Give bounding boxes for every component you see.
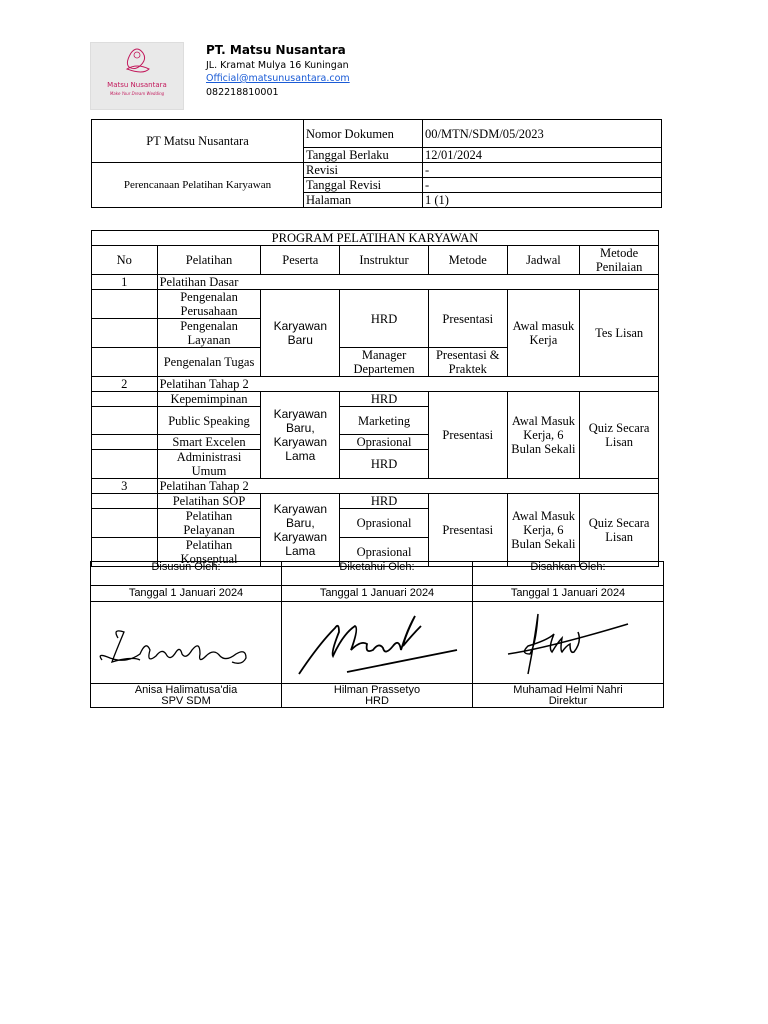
signer-position: SPV SDM <box>161 694 211 707</box>
schedule: Awal Masuk Kerja, 6 Bulan Sekali <box>507 392 580 479</box>
instructor: Manager Departemen <box>340 348 429 377</box>
method: Presentasi <box>428 494 507 567</box>
approval-date: Tanggal 1 Januari 2024 <box>473 586 664 602</box>
group-name: Pelatihan Tahap 2 <box>157 479 658 494</box>
instructor: Oprasional <box>340 435 429 450</box>
empty-cell <box>92 290 158 319</box>
doc-value: 00/MTN/SDM/05/2023 <box>423 120 662 148</box>
signer <box>473 684 664 708</box>
instructor: Marketing <box>340 407 429 435</box>
bride-icon <box>91 43 183 83</box>
doc-label: Tanggal Berlaku <box>304 148 423 163</box>
approval-role: Disusun Oleh: <box>91 562 282 586</box>
approval-role: Diketahui Oleh: <box>282 562 473 586</box>
schedule: Awal masuk Kerja <box>507 290 580 377</box>
doc-value: - <box>423 178 662 193</box>
group-name: Pelatihan Dasar <box>157 275 658 290</box>
doc-value: - <box>423 163 662 178</box>
empty-cell <box>92 392 158 407</box>
approval-role: Disahkan Oleh: <box>473 562 664 586</box>
method: Presentasi <box>428 290 507 348</box>
assessment: Quiz Secara Lisan <box>580 392 659 479</box>
company-phone: 082218810001 <box>206 87 279 98</box>
doc-label: Tanggal Revisi <box>304 178 423 193</box>
method: Presentasi & Praktek <box>428 348 507 377</box>
instructor: HRD <box>340 450 429 479</box>
training-name: Administrasi Umum <box>157 450 261 479</box>
company-name: PT. Matsu Nusantara <box>206 43 346 57</box>
approval-table <box>90 561 664 708</box>
signer <box>282 684 473 708</box>
column-header: Jadwal <box>507 246 580 275</box>
instructor: Oprasional <box>340 509 429 538</box>
column-header: No <box>92 246 158 275</box>
signer-position: Direktur <box>548 694 588 707</box>
group-number: 1 <box>92 275 158 290</box>
group-number: 3 <box>92 479 158 494</box>
participants: Karyawan Baru, Karyawan Lama <box>261 392 340 479</box>
training-name: Pengenalan Tugas <box>157 348 261 377</box>
training-name: Smart Excelen <box>157 435 261 450</box>
company-address: JL. Kramat Mulya 16 Kuningan <box>206 60 349 71</box>
empty-cell <box>92 319 158 348</box>
signer-position: HRD <box>365 694 389 707</box>
training-program-table <box>91 230 659 567</box>
signer <box>91 684 282 708</box>
instructor: HRD <box>340 392 429 407</box>
logo-tagline: Make Your Dream Wedding <box>109 91 165 96</box>
column-header: Pelatihan <box>157 246 261 275</box>
instructor: HRD <box>340 290 429 348</box>
signer-name: Muhamad Helmi Nahri <box>513 683 623 696</box>
company-email-link[interactable]: Official@matsunusantara.com <box>206 73 350 84</box>
signature-direktur <box>473 602 664 684</box>
training-name: Pengenalan Perusahaan <box>157 290 261 319</box>
empty-cell <box>92 435 158 450</box>
doc-label: Revisi <box>304 163 423 178</box>
assessment: Quiz Secara Lisan <box>580 494 659 567</box>
company-logo <box>90 42 184 110</box>
program-title: PROGRAM PELATIHAN KARYAWAN <box>92 231 659 246</box>
doc-title: Perencanaan Pelatihan Karyawan <box>92 163 304 208</box>
document-info-table <box>91 119 662 208</box>
training-name: Pelatihan SOP <box>157 494 261 509</box>
doc-company: PT Matsu Nusantara <box>92 120 304 163</box>
training-name: Public Speaking <box>157 407 261 435</box>
column-header: Peserta <box>261 246 340 275</box>
doc-label: Nomor Dokumen <box>304 120 423 148</box>
column-header: Metode <box>428 246 507 275</box>
approval-date: Tanggal 1 Januari 2024 <box>91 586 282 602</box>
participants: Karyawan Baru, Karyawan Lama <box>261 494 340 567</box>
logo-name: Matsu Nusantara <box>107 81 167 89</box>
method: Presentasi <box>428 392 507 479</box>
training-name: Pelatihan Pelayanan <box>157 509 261 538</box>
schedule: Awal Masuk Kerja, 6 Bulan Sekali <box>507 494 580 567</box>
column-header: Metode Penilaian <box>580 246 659 275</box>
empty-cell <box>92 509 158 538</box>
training-name: Pengenalan Layanan <box>157 319 261 348</box>
group-number: 2 <box>92 377 158 392</box>
approval-date: Tanggal 1 Januari 2024 <box>282 586 473 602</box>
training-name: Pelatihan Konseptual <box>157 538 261 567</box>
empty-cell <box>92 407 158 435</box>
doc-value: 1 (1) <box>423 193 662 208</box>
column-header: Instruktur <box>340 246 429 275</box>
instructor: HRD <box>340 494 429 509</box>
doc-value: 12/01/2024 <box>423 148 662 163</box>
signer-name: Hilman Prassetyo <box>333 683 421 696</box>
doc-label: Halaman <box>304 193 423 208</box>
empty-cell <box>92 494 158 509</box>
empty-cell <box>92 450 158 479</box>
participants: Karyawan Baru <box>261 290 340 377</box>
signer-name: Anisa Halimatusa'dia <box>134 683 238 696</box>
signature-spv-sdm <box>91 602 282 684</box>
signature-hrd <box>282 602 473 684</box>
training-name: Kepemimpinan <box>157 392 261 407</box>
instructor: Oprasional <box>340 538 429 567</box>
assessment: Tes Lisan <box>580 290 659 377</box>
group-name: Pelatihan Tahap 2 <box>157 377 658 392</box>
empty-cell <box>92 348 158 377</box>
